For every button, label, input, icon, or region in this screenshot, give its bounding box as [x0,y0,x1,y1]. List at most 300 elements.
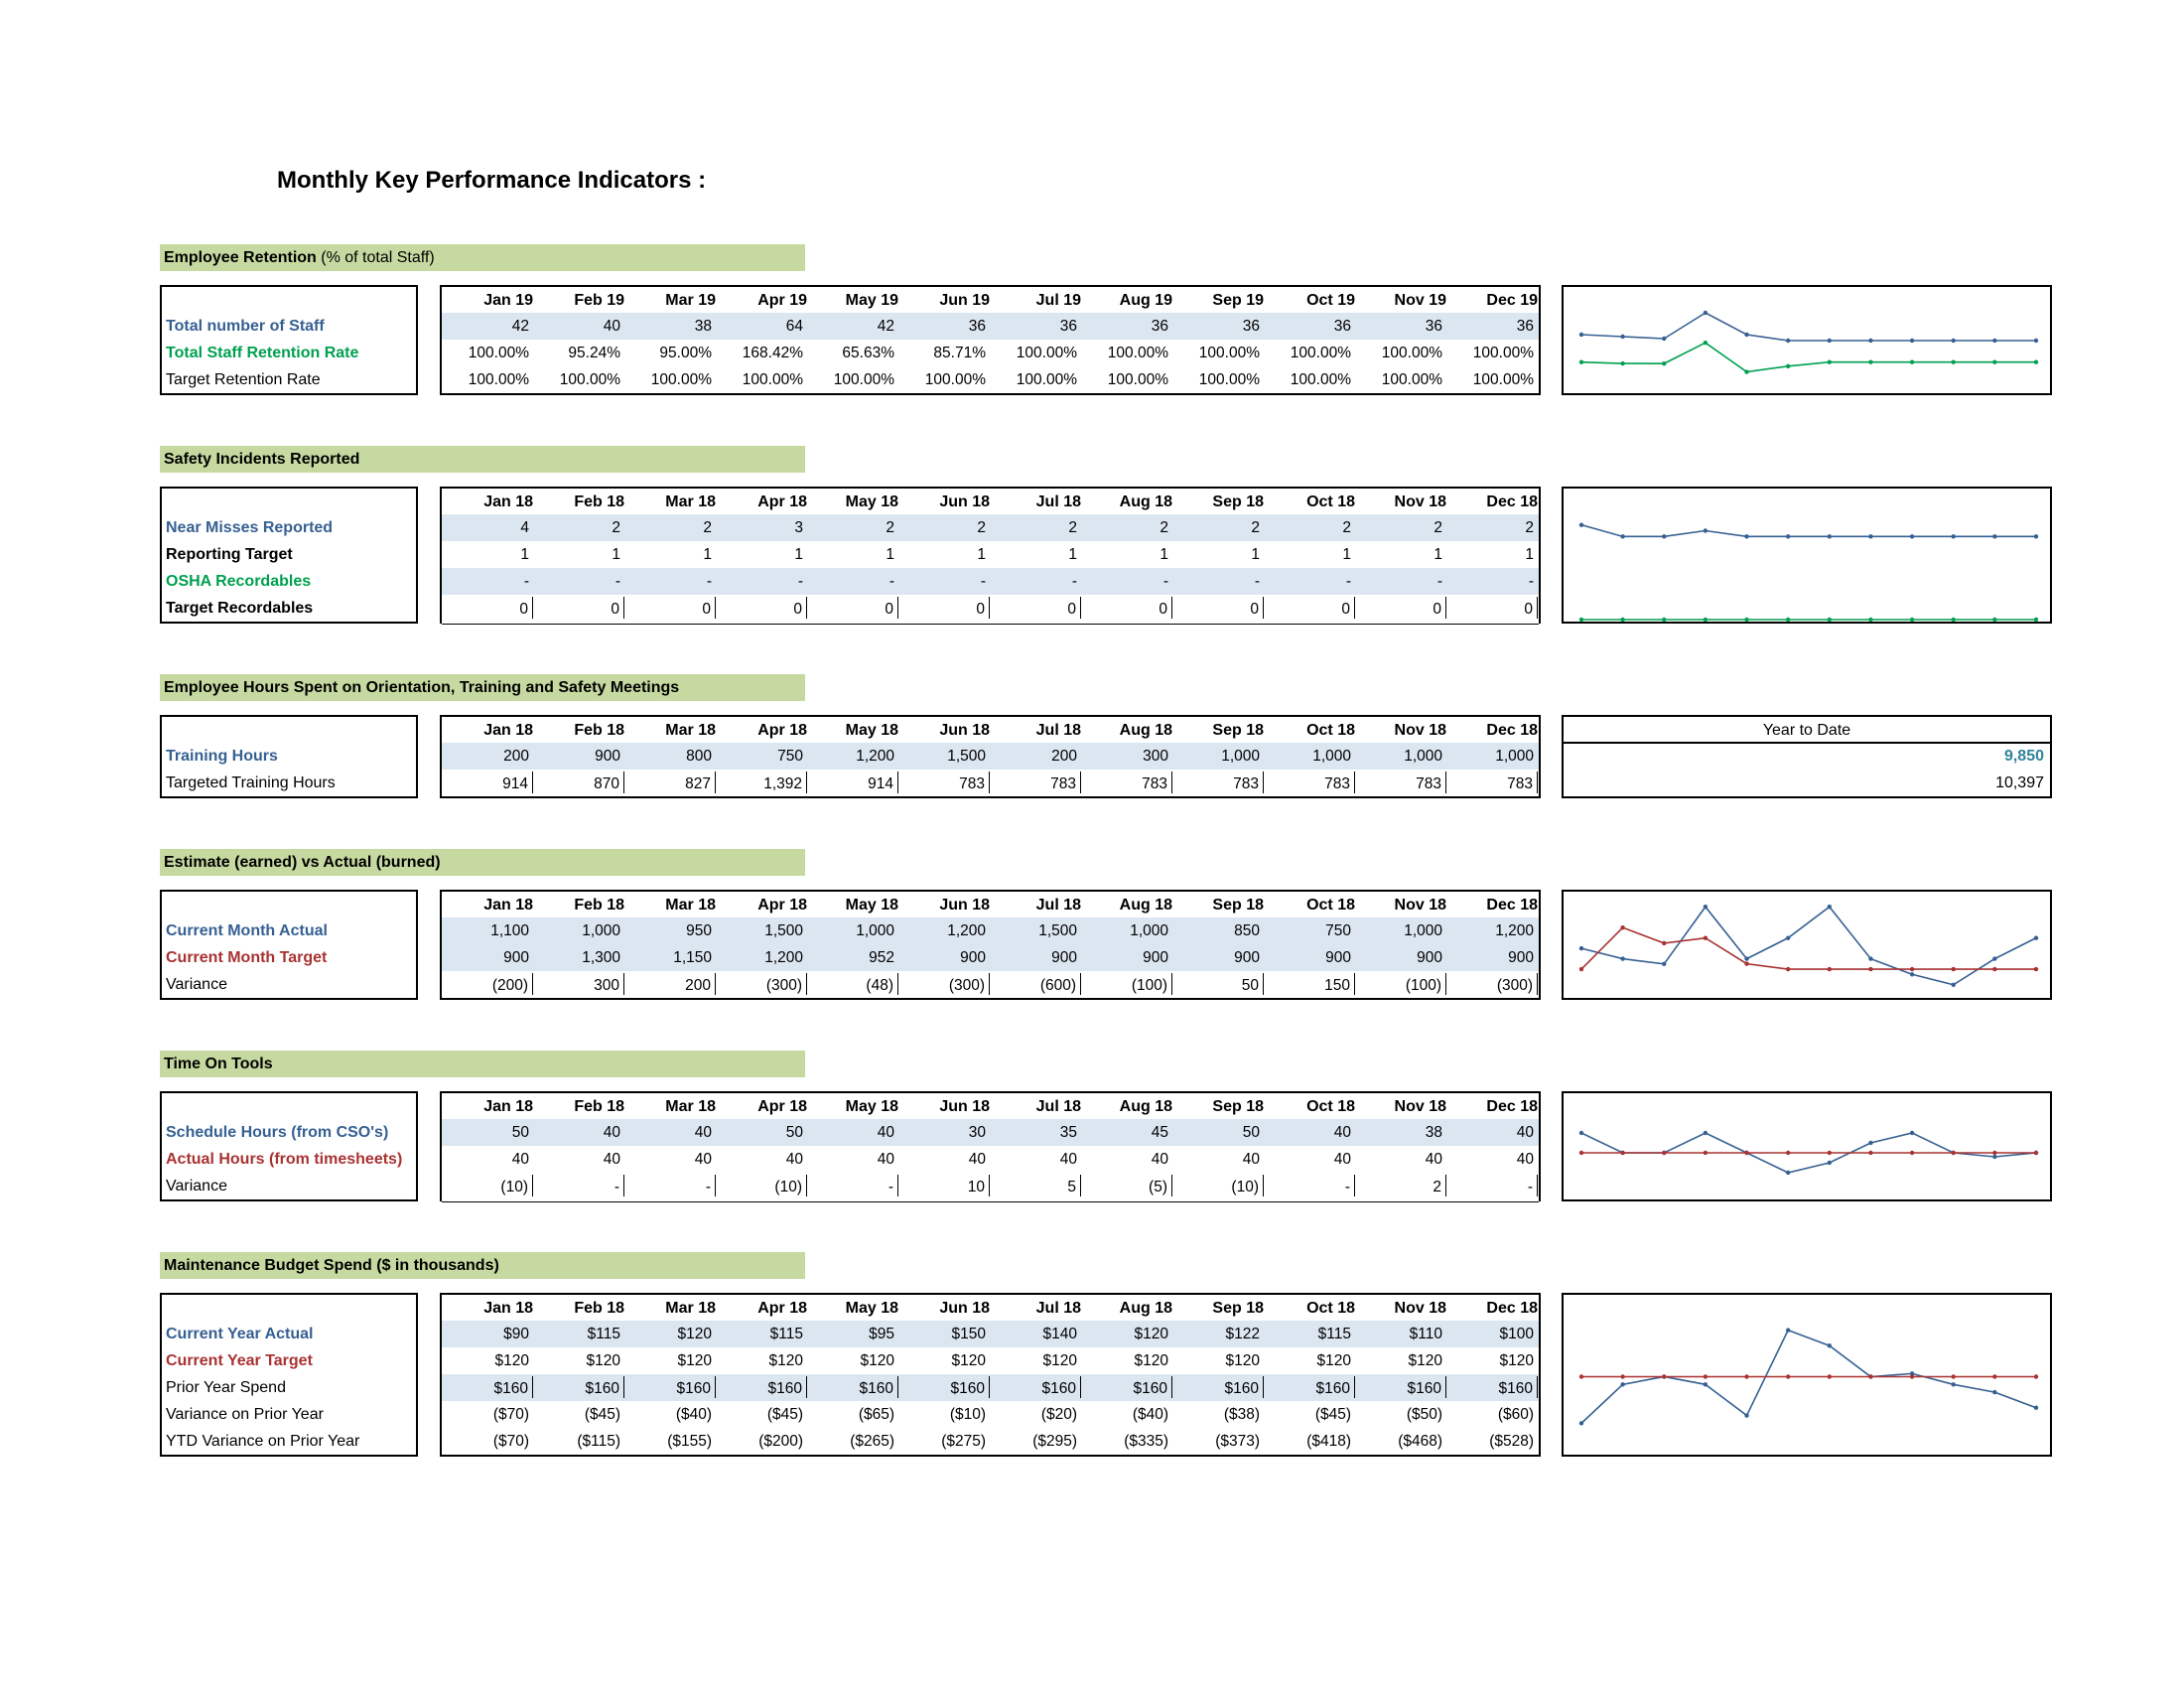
month-header: May 19 [845,292,898,309]
sparkline-point [1952,618,1956,622]
sparkline-point [1662,534,1666,538]
month-header: Mar 18 [665,1098,716,1115]
table-cell: 100.00% [1016,345,1077,361]
sparkline-point [1910,339,1914,343]
table-cell: 100.00% [650,371,712,388]
table-cell: 0 [533,597,624,619]
month-header: Feb 18 [574,493,624,510]
row-label: Actual Hours (from timesheets) [166,1151,403,1168]
sparkline-point [1910,1151,1914,1155]
month-header: Jul 18 [1035,493,1081,510]
sparkline-point [2034,1406,2038,1410]
sparkline-point [1868,534,1872,538]
year-to-date-value: 9,850 [2003,748,2044,765]
table-cell: $115 [1317,1326,1351,1342]
kpi-table [440,715,1541,798]
table-cell: $122 [1225,1326,1260,1342]
kpi-table [440,890,1541,1000]
table-cell: 36 [1333,318,1351,335]
sparkline-point [1744,956,1748,960]
row-label: Current Year Actual [166,1326,314,1342]
table-cell: ($373) [1215,1433,1260,1450]
table-cell: 0 [1081,597,1172,619]
table-cell: 42 [511,318,529,335]
month-header: Feb 18 [574,722,624,739]
sparkline-point [1828,1374,1832,1378]
table-cell: - [1345,573,1351,590]
month-header: Sep 18 [1212,493,1264,510]
table-cell: $120 [1134,1326,1168,1342]
sparkline-point [1952,1382,1956,1386]
table-cell: ($10) [949,1406,986,1423]
table-cell: 40 [1333,1151,1351,1168]
table-cell: 1,500 [947,748,986,765]
table-cell: 0 [898,597,990,619]
table-row [442,1146,1539,1173]
table-cell: 40 [694,1151,712,1168]
month-header: Dec 19 [1486,292,1538,309]
table-cell: 1,000 [856,922,894,939]
sparkline-point [1952,1374,1956,1378]
month-header: Dec 18 [1486,1098,1538,1115]
table-cell: 0 [990,597,1081,619]
table-cell: 900 [1325,949,1351,966]
month-header: Mar 19 [665,292,716,309]
month-header: Sep 18 [1212,722,1264,739]
month-header: May 18 [845,1300,898,1317]
sparkline-point [1868,956,1872,960]
table-cell: 2 [1355,1175,1446,1196]
table-cell: - [614,573,620,590]
sparkline-point [1786,364,1790,368]
table-cell: 40 [968,1151,986,1168]
sparkline-point [1620,618,1624,622]
table-cell: 1,200 [1495,922,1534,939]
table-cell: 914 [442,772,533,793]
sparkline-point [1744,618,1748,622]
month-header: Jun 18 [939,722,990,739]
table-cell: ($275) [941,1433,986,1450]
table-cell: 200 [624,973,716,995]
sparkline-point [2034,1374,2038,1378]
month-header: Apr 18 [757,722,807,739]
table-cell: 40 [603,318,620,335]
table-cell: 100.00% [468,345,529,361]
table-cell: $160 [990,1376,1081,1398]
table-row [442,514,1539,541]
sparkline-point [1662,1374,1666,1378]
month-header: Jun 18 [939,1098,990,1115]
sparkline-point [1620,1382,1624,1386]
table-cell: $120 [494,1352,529,1369]
section-header-title: Maintenance Budget Spend ($ in thousands) [164,1257,499,1274]
month-header-row [442,717,1539,745]
table-cell: $120 [1316,1352,1351,1369]
sparkline-series-line [1581,343,2036,371]
table-cell: 200 [503,748,529,765]
row-label: Training Hours [166,748,278,765]
month-header: Sep 18 [1212,1300,1264,1317]
month-header: Aug 18 [1119,493,1172,510]
month-header-row [442,489,1539,516]
table-cell: 200 [1051,748,1077,765]
table-cell: ($45) [766,1406,803,1423]
sparkline-point [1910,972,1914,976]
table-cell: 100.00% [1290,371,1351,388]
table-cell: 0 [1172,597,1264,619]
table-cell: 40 [877,1151,894,1168]
row-label: Schedule Hours (from CSO's) [166,1124,389,1141]
table-cell: - [1162,573,1168,590]
month-header: May 18 [845,722,898,739]
sparkline-point [1662,361,1666,365]
sparkline-point [1744,534,1748,538]
month-header: Apr 19 [757,292,807,309]
sparkline-point [1910,967,1914,971]
table-cell: 1,000 [1312,748,1351,765]
month-header: Apr 18 [757,1098,807,1115]
page-title: Monthly Key Performance Indicators : [277,167,707,194]
sparkline-point [1868,618,1872,622]
table-cell: 2 [1160,519,1168,536]
table-cell: 168.42% [742,345,803,361]
sparkline-point [1579,946,1583,950]
table-cell: 2 [1342,519,1351,536]
table-cell: 5 [990,1175,1081,1196]
month-header: Jan 18 [483,722,533,739]
table-cell: 1,500 [764,922,803,939]
table-cell: $160 [1355,1376,1446,1398]
month-header: Aug 18 [1119,897,1172,914]
sparkline-point [2034,967,2038,971]
month-header: Aug 18 [1119,1300,1172,1317]
sparkline-point [1992,1151,1996,1155]
table-cell: $120 [768,1352,803,1369]
table-cell: 40 [1151,1151,1168,1168]
table-cell: 1 [1160,546,1168,563]
table-cell: $160 [1264,1376,1355,1398]
month-header: Feb 18 [574,1098,624,1115]
row-label: Variance [166,976,227,993]
month-header: Sep 18 [1212,1098,1264,1115]
sparkline-series-line [1581,313,2036,341]
sparkline-point [1992,534,1996,538]
sparkline-chart [1562,1293,2052,1457]
table-cell: 914 [807,772,898,793]
table-cell: 2 [1433,519,1442,536]
sparkline-point [1992,360,1996,364]
table-cell: ($528) [1489,1433,1534,1450]
table-cell: 1,150 [673,949,712,966]
table-cell: 50 [1242,1124,1260,1141]
table-cell: $120 [586,1352,620,1369]
section-header-title: Safety Incidents Reported [164,451,360,468]
table-cell: $120 [860,1352,894,1369]
section-header [160,244,805,271]
row-label: Variance on Prior Year [166,1406,324,1423]
sparkline-point [1868,1151,1872,1155]
sparkline-chart [1562,487,2052,624]
table-cell: 64 [785,318,803,335]
section-header-subtitle: (% of total Staff) [316,249,435,266]
section-header [160,1252,805,1279]
sparkline-point [1579,333,1583,337]
sparkline-point [1704,1151,1707,1155]
sparkline-point [1704,528,1707,532]
table-cell: ($45) [1314,1406,1351,1423]
sparkline-point [1992,339,1996,343]
section-header-title: Employee Retention [164,249,317,266]
table-cell: 2 [703,519,712,536]
table-cell: (300) [1446,973,1538,995]
sparkline-point [1704,935,1707,939]
table-cell: 300 [1143,748,1168,765]
row-labels-box [160,715,418,798]
table-cell: - [888,573,894,590]
year-to-date-box [1562,715,2052,798]
section-header-title: Employee Hours Spent on Orientation, Training and Safety Meetings [164,679,680,696]
table-cell: 1 [1251,546,1260,563]
table-cell: $95 [869,1326,894,1342]
table-cell: 952 [869,949,894,966]
kpi-table [440,285,1541,395]
table-cell: 36 [1059,318,1077,335]
table-cell: $120 [951,1352,986,1369]
table-cell: $160 [1172,1376,1264,1398]
table-cell: - [980,573,986,590]
table-cell: 1 [703,546,712,563]
table-cell: 783 [1446,772,1538,793]
table-cell: 45 [1151,1124,1168,1141]
month-header: Jan 18 [483,1300,533,1317]
section-header [160,1051,805,1077]
month-header: Nov 18 [1394,722,1446,739]
sparkline-point [1579,1131,1583,1135]
row-label: Current Month Actual [166,922,328,939]
table-cell: (48) [807,973,898,995]
sparkline-point [1662,337,1666,341]
table-cell: - [1446,1175,1538,1196]
month-header-row [442,1093,1539,1121]
table-cell: - [706,573,712,590]
table-cell: 827 [624,772,716,793]
sparkline-point [1828,1343,1832,1347]
table-cell: $90 [503,1326,529,1342]
row-label: Near Misses Reported [166,519,334,536]
table-cell: 0 [1355,597,1446,619]
table-cell: 36 [1425,318,1442,335]
table-bottom-rule [442,1201,1539,1202]
sparkline-point [2034,534,2038,538]
sparkline-point [1828,618,1832,622]
row-label: Total number of Staff [166,318,325,335]
sparkline-point [1786,1328,1790,1332]
sparkline-point [1786,534,1790,538]
sparkline-point [1579,1151,1583,1155]
month-header: Apr 18 [757,1300,807,1317]
section-header-title: Time On Tools [164,1055,273,1072]
row-label: Target Retention Rate [166,371,321,388]
table-cell: 40 [1059,1151,1077,1168]
sparkline-chart [1562,890,2052,1000]
month-header: Aug 19 [1119,292,1172,309]
table-cell: 100.00% [833,371,894,388]
table-cell: 1,200 [764,949,803,966]
table-cell: 40 [1242,1151,1260,1168]
sparkline-point [1868,967,1872,971]
table-row [442,743,1539,770]
sparkline-point [1952,339,1956,343]
month-header: Apr 18 [757,493,807,510]
section-header [160,446,805,473]
table-cell: 100.00% [559,371,620,388]
month-header: Oct 18 [1306,1300,1355,1317]
sparkline-point [1704,341,1707,345]
table-cell: $160 [807,1376,898,1398]
month-header: Jan 18 [483,493,533,510]
month-header: Sep 18 [1212,897,1264,914]
table-cell: ($265) [850,1433,894,1450]
table-cell: 783 [1264,772,1355,793]
row-labels-box [160,487,418,624]
table-cell: $115 [769,1326,803,1342]
sparkline-point [1786,1151,1790,1155]
table-row [442,944,1539,971]
table-cell: (300) [898,973,990,995]
table-cell: 36 [1242,318,1260,335]
table-row [442,1374,1539,1401]
month-header: Jun 18 [939,493,990,510]
month-header: Oct 19 [1306,292,1355,309]
month-header: Jan 18 [483,897,533,914]
table-cell: 783 [1355,772,1446,793]
table-cell: - [807,1175,898,1196]
row-label: Reporting Target [166,546,293,563]
sparkline-point [1952,967,1956,971]
table-row [442,770,1539,796]
sparkline-point [2034,1151,2038,1155]
table-cell: 300 [533,973,624,995]
sparkline-point [1786,339,1790,343]
table-cell: 1 [794,546,803,563]
table-cell: 38 [694,318,712,335]
sparkline-point [1620,335,1624,339]
table-cell: 2 [1525,519,1534,536]
table-row [442,1173,1539,1199]
table-cell: 1 [1525,546,1534,563]
sparkline-point [1662,618,1666,622]
sparkline-point [1952,1151,1956,1155]
table-row [442,1321,1539,1347]
month-header: May 18 [845,493,898,510]
table-cell: ($60) [1497,1406,1534,1423]
table-cell: 900 [960,949,986,966]
table-cell: 40 [694,1124,712,1141]
table-cell: 870 [533,772,624,793]
table-cell: 4 [520,519,529,536]
table-cell: 40 [603,1124,620,1141]
table-cell: 100.00% [1290,345,1351,361]
table-cell: 36 [1151,318,1168,335]
row-labels-box [160,1091,418,1201]
table-cell: $100 [1499,1326,1534,1342]
sparkline-svg [1564,892,2054,1002]
sparkline-point [2034,339,2038,343]
sparkline-point [1868,1141,1872,1145]
sparkline-svg [1564,287,2054,397]
table-cell: $120 [1134,1352,1168,1369]
month-header: Jul 18 [1035,1098,1081,1115]
sparkline-svg [1564,1093,2054,1203]
table-cell: $160 [1446,1376,1538,1398]
table-cell: - [797,573,803,590]
table-cell: - [1254,573,1260,590]
table-cell: 36 [1516,318,1534,335]
sparkline-point [1910,618,1914,622]
table-cell: 36 [968,318,986,335]
table-cell: 783 [1081,772,1172,793]
table-cell: 40 [1333,1124,1351,1141]
table-row [442,541,1539,568]
table-cell: 0 [807,597,898,619]
sparkline-point [1704,1131,1707,1135]
table-cell: 900 [1051,949,1077,966]
table-cell: 783 [1172,772,1264,793]
table-cell: ($418) [1306,1433,1351,1450]
table-row [442,366,1539,393]
month-header: Jul 18 [1035,897,1081,914]
sparkline-series-line [1581,525,2036,537]
row-label: Target Recordables [166,600,314,617]
table-cell: 40 [1425,1151,1442,1168]
table-cell: 100.00% [1107,345,1168,361]
table-cell: 50 [1172,973,1264,995]
table-cell: 1 [1342,546,1351,563]
table-cell: 40 [1516,1124,1534,1141]
sparkline-point [1992,1374,1996,1378]
month-header: Jan 18 [483,1098,533,1115]
table-cell: - [1264,1175,1355,1196]
table-cell: $120 [677,1352,712,1369]
table-cell: 1 [612,546,620,563]
table-cell: $120 [1042,1352,1077,1369]
table-cell: (200) [442,973,533,995]
table-cell: - [523,573,529,590]
table-cell: 100.00% [1472,371,1534,388]
sparkline-point [1662,941,1666,945]
table-cell: 1,000 [1495,748,1534,765]
table-cell: 1,392 [716,772,807,793]
month-header-row [442,1295,1539,1323]
sparkline-point [1910,534,1914,538]
row-label: YTD Variance on Prior Year [166,1433,360,1450]
month-header: Dec 18 [1486,493,1538,510]
month-header: Mar 18 [665,722,716,739]
month-header: Feb 19 [574,292,624,309]
sparkline-point [1786,1374,1790,1378]
table-cell: 150 [1264,973,1355,995]
sparkline-point [1910,1374,1914,1378]
sparkline-point [1579,360,1583,364]
month-header: Oct 18 [1306,722,1355,739]
month-header: Apr 18 [757,897,807,914]
kpi-table [440,1091,1541,1201]
table-cell: 1 [886,546,894,563]
month-header: May 18 [845,897,898,914]
month-header: Mar 18 [665,1300,716,1317]
month-header: Aug 18 [1119,1098,1172,1115]
sparkline-point [1952,360,1956,364]
